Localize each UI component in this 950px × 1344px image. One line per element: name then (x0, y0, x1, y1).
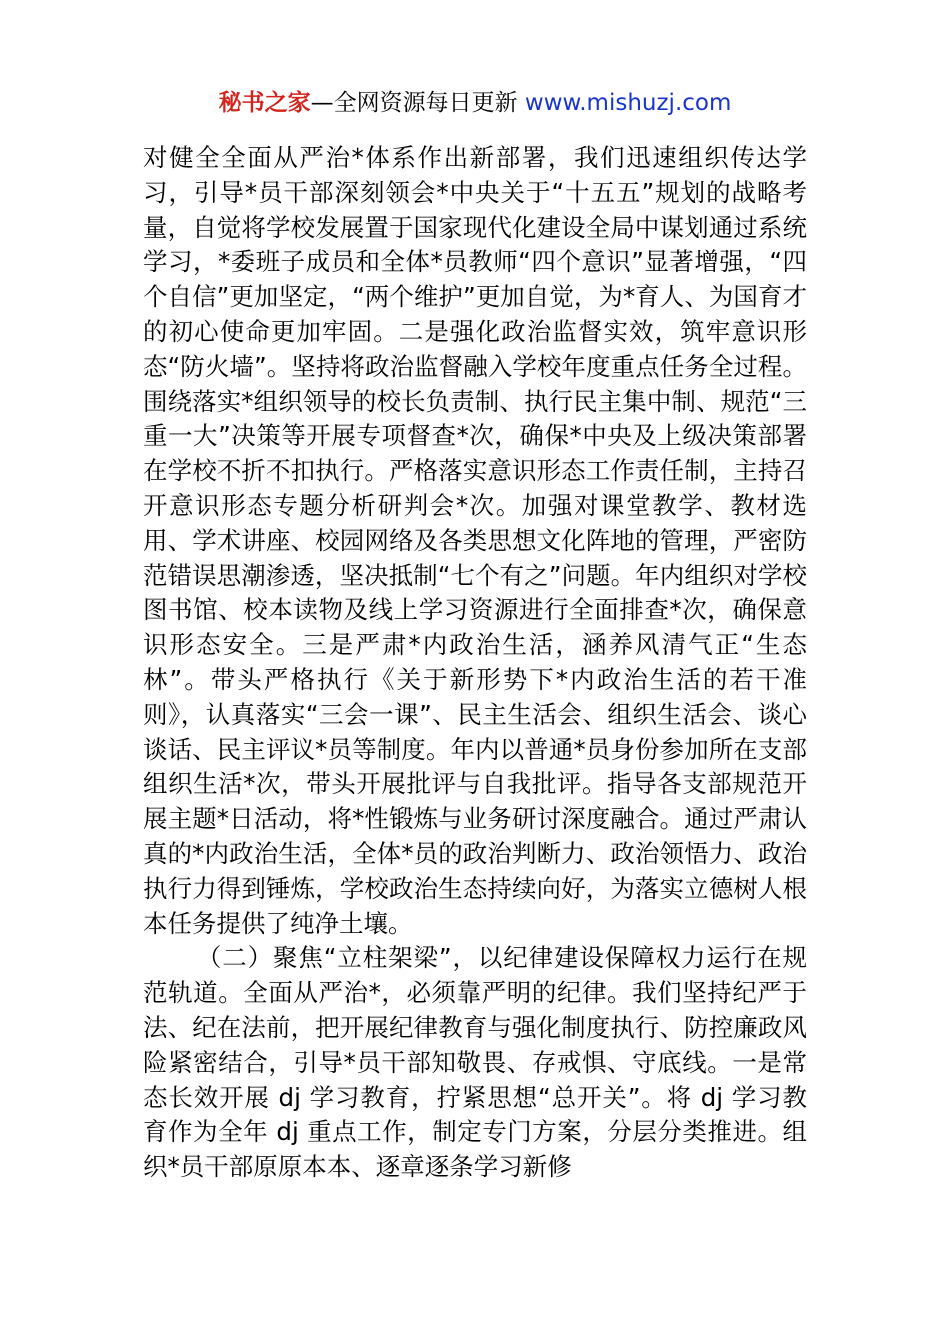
header-tagline: —全网资源每日更新 (310, 90, 525, 116)
document-body (143, 141, 807, 1185)
body-paragraph: （二）聚焦“立柱架梁”，以纪律建设保障权力运行在规范轨道。全面从严治*，必须靠严明的纪律。我们坚持纪严于法、纪在法前，把开展纪律教育与强化制度执行、防控廉政风险紧密结合，引导*员干部知敬畏、存戒惧、守底线。一是常态长效开展 dj 学习教育，拧紧思想“总开关”。将 dj 学习教育作为全年 dj 重点工作，制定专门方案，分层分类推进。组织*员干部原原本本、逐章逐条学习新修 (143, 943, 807, 1182)
page-header (0, 86, 950, 120)
site-url: www.mishuzj.com (524, 90, 732, 116)
body-paragraph: 对健全全面从严治*体系作出新部署，我们迅速组织传达学习，引导*员干部深刻领会*中央关于“十五五”规划的战略考量，自觉将学校发展置于国家现代化建设全局中谋划通过系统学习，*委班子成员和全体*员教师“四个意识”显著增强，“四个自信”更加坚定，“两个维护”更加自觉，为*育人、为国育才的初心使命更加牢固。二是强化政治监督实效，筑牢意识形态“防火墙”。坚持将政治监督融入学校年度重点任务全过程。围绕落实*组织领导的校长负责制、执行民主集中制、规范“三重一大”决策等开展专项督查*次，确保*中央及上级决策部署在学校不折不扣执行。严格落实意识形态工作责任制，主持召开意识形态专题分析研判会*次。加强对课堂教学、教材选用、学术讲座、校园网络及各类思想文化阵地的管理，严密防范错误思潮渗透，坚决抵制“七个有之”问题。年内组织对学校图书馆、校本读物及线上学习资源进行全面排查*次，确保意识形态安全。三是严肃*内政治生活，涵养风清气正“生态林”。带头严格执行《关于新形势下*内政治生活的若干准则》，认真落实“三会一课”、民主生活会、组织生活会、谈心谈话、民主评议*员等制度。年内以普通*员身份参加所在支部组织生活*次，带头开展批评与自我批评。指导各支部规范开展主题*日活动，将*性锻炼与业务研讨深度融合。通过严肃认真的*内政治生活，全体*员的政治判断力、政治领悟力、政治执行力得到锤炼，学校政治生态持续向好，为落实立德树人根本任务提供了纯净土壤。 (143, 143, 807, 938)
brand-name: 秘书之家 (218, 90, 311, 116)
